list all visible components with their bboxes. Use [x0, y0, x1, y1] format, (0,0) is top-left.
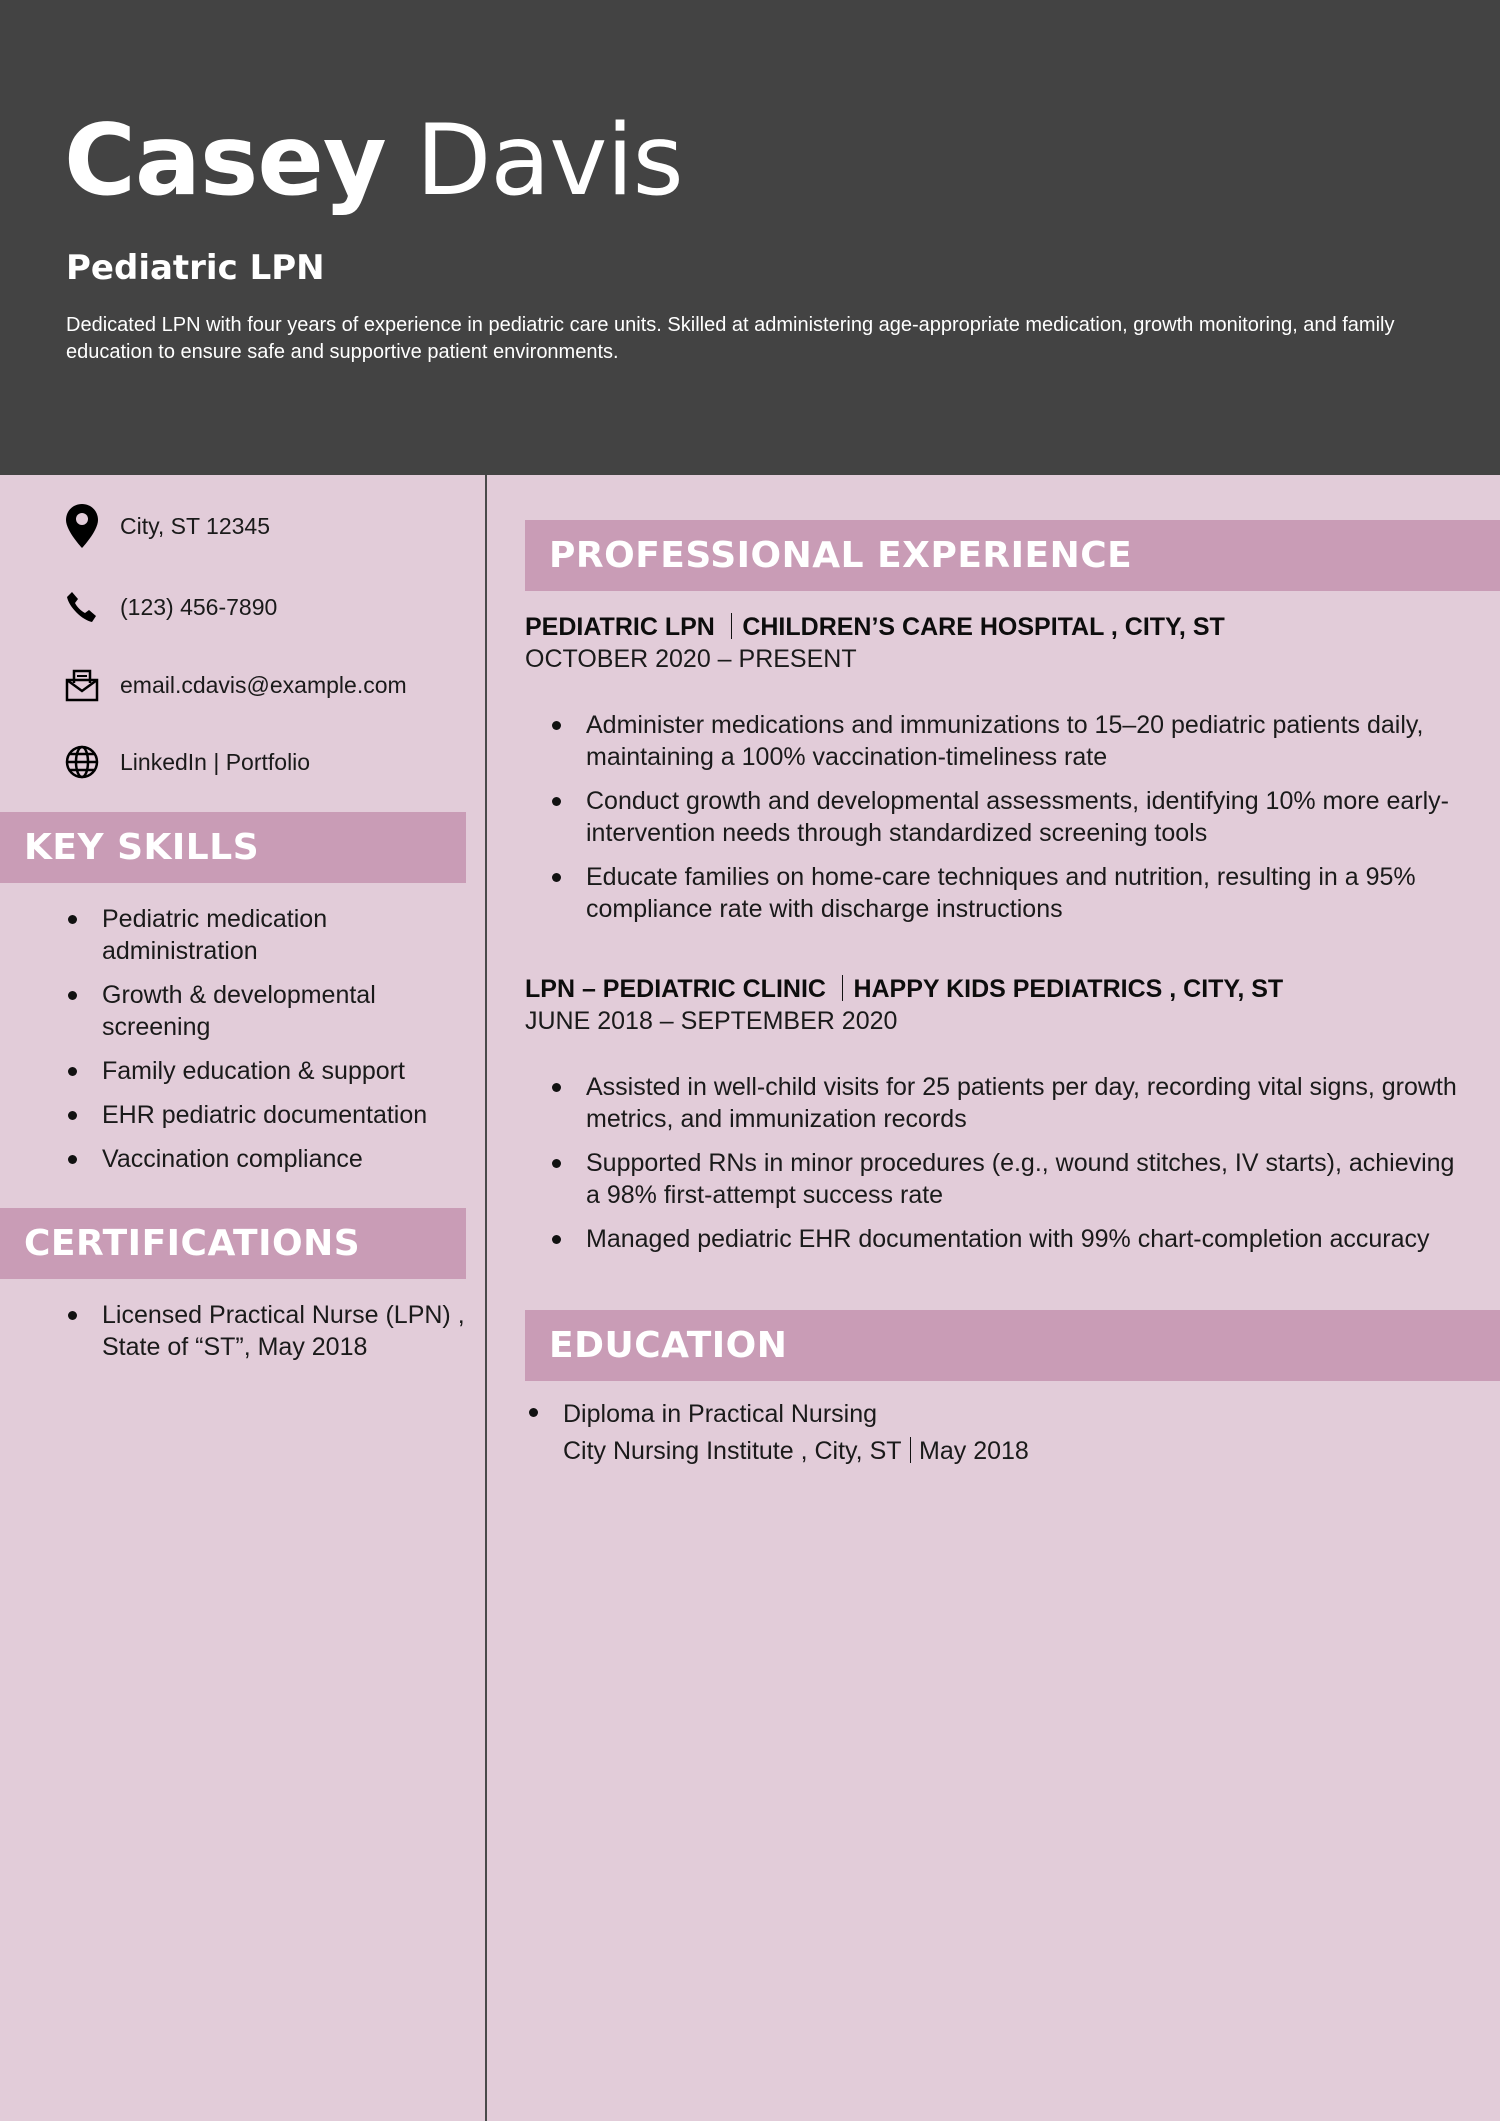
last-name: Davis	[415, 104, 683, 218]
location-pin-icon	[64, 504, 100, 548]
email-text[interactable]: email.cdavis@example.com	[120, 671, 407, 698]
list-item	[525, 1396, 1425, 1470]
experience-heading: PROFESSIONAL EXPERIENCE	[525, 520, 1500, 591]
list-item: Pediatric medication administration	[64, 903, 474, 967]
contact-email[interactable]	[64, 661, 407, 709]
education-list	[525, 1396, 1425, 1470]
list-item: Educate families on home-care techniques and nutrition, resulting in a 95% compliance rate with discharge instructions	[548, 861, 1468, 925]
degree: Diploma in Practical Nursing	[563, 1400, 878, 1428]
list-item: Family education & support	[64, 1055, 474, 1087]
location-text: City, ST 12345	[120, 512, 271, 539]
list-item: Supported RNs in minor procedures (e.g., wound stitches, IV starts), achieving a 98% first-attempt success rate	[548, 1147, 1468, 1211]
header-banner	[0, 0, 1500, 475]
education-date: May 2018	[919, 1437, 1029, 1465]
contact-phone	[64, 583, 277, 631]
separator	[910, 1437, 912, 1463]
job-header	[525, 975, 1283, 1004]
list-item: Managed pediatric EHR documentation with 99% chart-completion accuracy	[548, 1223, 1468, 1255]
job-employer: HAPPY KIDS PEDIATRICS , CITY, ST	[853, 975, 1284, 1003]
certifications-heading: CERTIFICATIONS	[0, 1208, 466, 1279]
phone-text: (123) 456-7890	[120, 593, 278, 620]
job-duties	[548, 709, 1468, 937]
job-role: PEDIATRIC LPN	[525, 613, 715, 641]
job-role: LPN – PEDIATRIC CLINIC	[525, 975, 826, 1003]
separator	[842, 975, 844, 1001]
contact-location	[64, 502, 270, 550]
job-employer: CHILDREN’S CARE HOSPITAL , CITY, ST	[742, 613, 1225, 641]
education-heading: EDUCATION	[525, 1310, 1500, 1381]
certifications-list	[64, 1299, 484, 1363]
list-item: Vaccination compliance	[64, 1143, 474, 1175]
list-item: Growth & developmental screening	[64, 979, 474, 1043]
job-title: Pediatric LPN	[66, 248, 325, 288]
links-text[interactable]: LinkedIn | Portfolio	[120, 748, 311, 775]
column-divider	[485, 475, 487, 2121]
separator	[731, 613, 733, 639]
job-header	[525, 613, 1225, 642]
phone-icon	[64, 585, 100, 629]
job-dates: OCTOBER 2020 – PRESENT	[525, 645, 857, 673]
job-dates: JUNE 2018 – SEPTEMBER 2020	[525, 1007, 898, 1035]
globe-icon	[64, 740, 100, 784]
list-item: EHR pediatric documentation	[64, 1099, 474, 1131]
list-item: Administer medications and immunizations to 15–20 pediatric patients daily, maintaining a 100% vaccination-timeliness rate	[548, 709, 1468, 773]
institution: City Nursing Institute , City, ST	[563, 1437, 902, 1465]
list-item: Assisted in well-child visits for 25 patients per day, recording vital signs, growth metrics, and immunization records	[548, 1071, 1468, 1135]
skills-list	[64, 903, 474, 1187]
contact-links[interactable]	[64, 738, 310, 786]
list-item: Conduct growth and developmental assessments, identifying 10% more early-intervention needs through standardized screening tools	[548, 785, 1468, 849]
job-duties	[548, 1071, 1468, 1267]
first-name: Casey	[64, 104, 386, 218]
summary: Dedicated LPN with four years of experience in pediatric care units. Skilled at administering age-appropriate medication, growth monitoring, and family education to ensure safe and supportive patient environments.	[66, 314, 1395, 363]
list-item: Licensed Practical Nurse (LPN) , State of “ST”, May 2018	[64, 1299, 484, 1363]
envelope-icon	[64, 663, 100, 707]
skills-heading: KEY SKILLS	[0, 812, 466, 883]
candidate-name	[64, 104, 683, 218]
institution-line	[563, 1433, 1425, 1470]
